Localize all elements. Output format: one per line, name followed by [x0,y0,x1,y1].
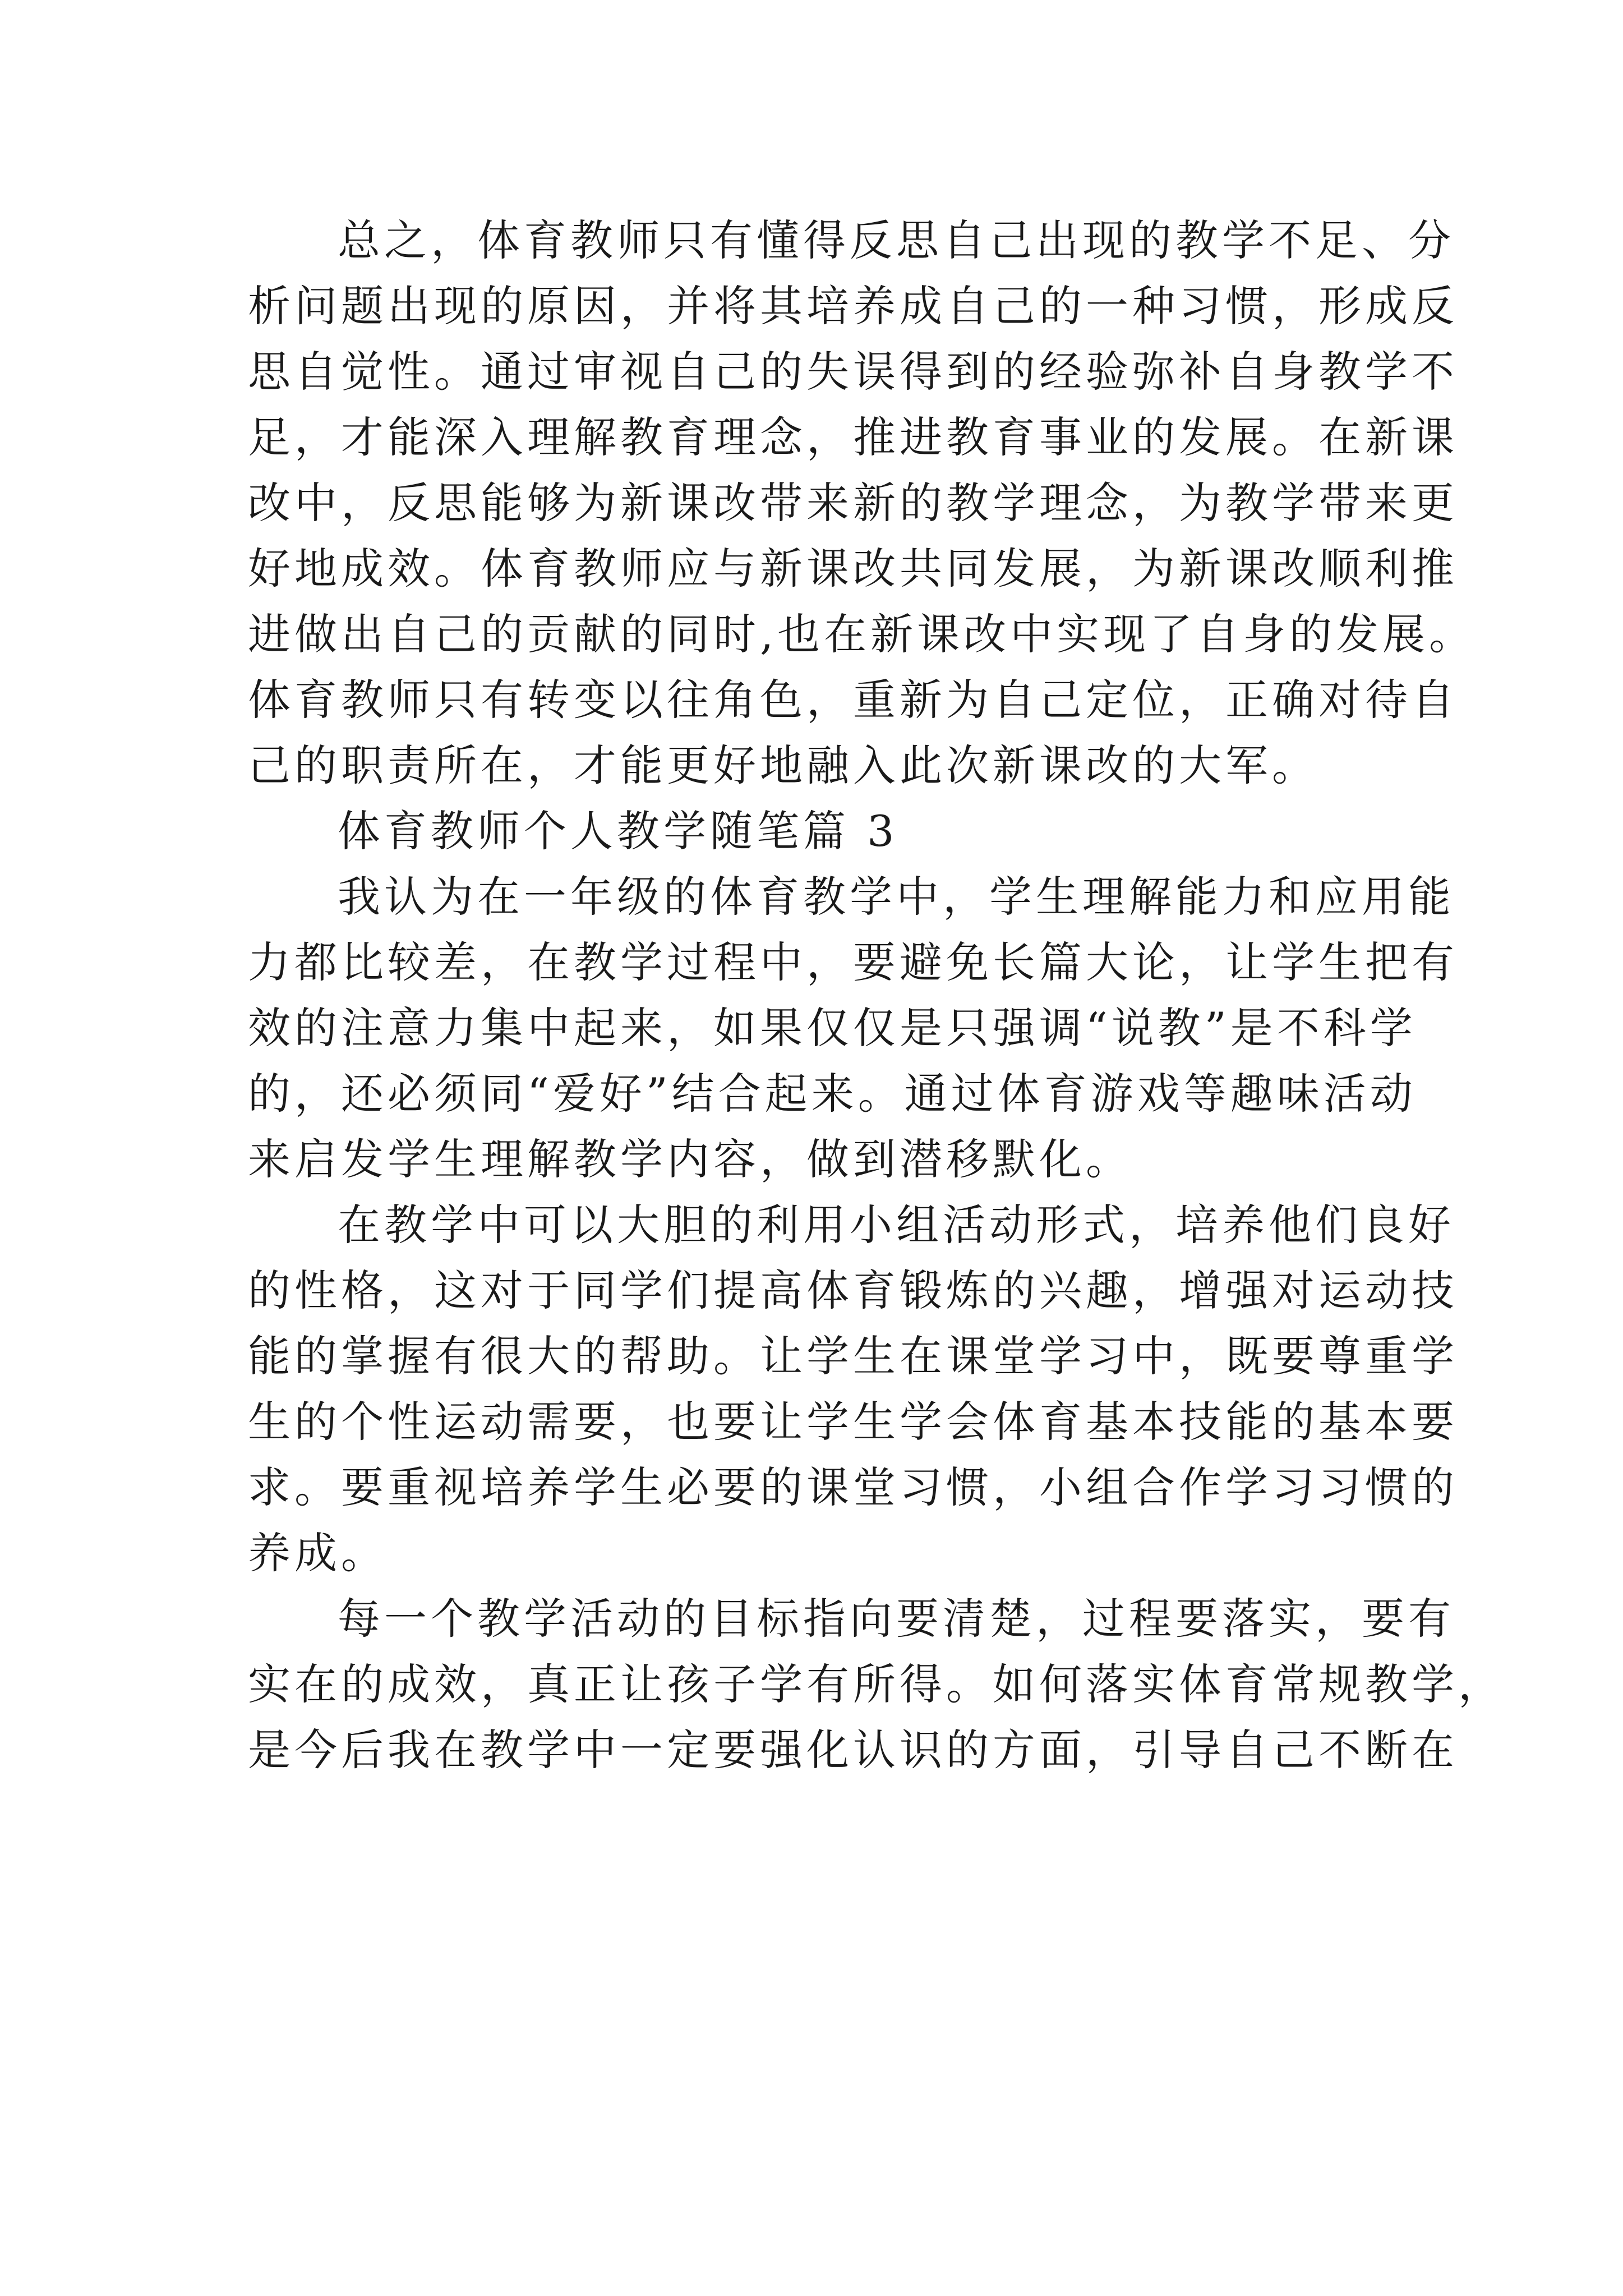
paragraph-1-line-5: 改中，反思能够为新课改带来新的教学理念，为教学带来更 [248,478,1458,528]
paragraph-1-line-3: 思自觉性。通过审视自己的失误得到的经验弥补自身教学不 [248,347,1458,397]
paragraph-2-line-2: 力都比较差，在教学过程中，要避免长篇大论，让学生把有 [248,937,1458,987]
paragraph-4-line-2: 实在的成效，真正让孩子学有所得。如何落实体育常规教学， [248,1659,1505,1709]
document-body [248,208,1505,1783]
paragraph-1-line-4: 足，才能深入理解教育理念，推进教育事业的发展。在新课 [248,412,1458,462]
paragraph-2-line-5: 来启发学生理解教学内容，做到潜移默化。 [248,1134,1132,1184]
paragraph-3-line-2: 的性格，这对于同学们提高体育锻炼的兴趣，增强对运动技 [248,1266,1458,1315]
paragraph-1-line-2: 析问题出现的原因，并将其培养成自己的一种习惯，形成反 [248,281,1458,331]
paragraph-4-line-1: 每一个教学活动的目标指向要清楚，过程要落实，要有 [338,1594,1455,1644]
paragraph-3-line-3: 能的掌握有很大的帮助。让学生在课堂学习中，既要尊重学 [248,1331,1458,1381]
section-heading: 体育教师个人教学随笔篇 3 [338,806,898,856]
paragraph-1-line-1: 总之，体育教师只有懂得反思自己出现的教学不足、分 [338,215,1455,265]
paragraph-2-line-1: 我认为在一年级的体育教学中，学生理解能力和应用能 [338,872,1455,922]
paragraph-3-line-1: 在教学中可以大胆的利用小组活动形式，培养他们良好 [338,1200,1455,1250]
paragraph-1-line-7: 进做出自己的贡献的同时,也在新课改中实现了自身的发展。 [248,609,1476,659]
paragraph-3-line-6: 养成。 [248,1528,388,1578]
paragraph-2-line-4: 的，还必须同“爱好”结合起来。通过体育游戏等趣味活动 [248,1069,1417,1119]
paragraph-1-line-8: 体育教师只有转变以往角色，重新为自己定位，正确对待自 [248,675,1458,725]
paragraph-1-line-6: 好地成效。体育教师应与新课改共同发展，为新课改顺利推 [248,544,1458,593]
paragraph-4-line-3: 是今后我在教学中一定要强化认识的方面，引导自己不断在 [248,1725,1458,1775]
paragraph-2-line-3: 效的注意力集中起来，如果仅仅是只强调“说教”是不科学 [248,1003,1417,1053]
paragraph-1-line-9: 己的职责所在，才能更好地融入此次新课改的大军。 [248,740,1318,790]
paragraph-3-line-4: 生的个性运动需要，也要让学生学会体育基本技能的基本要 [248,1397,1458,1447]
paragraph-3-line-5: 求。要重视培养学生必要的课堂习惯，小组合作学习习惯的 [248,1462,1458,1512]
